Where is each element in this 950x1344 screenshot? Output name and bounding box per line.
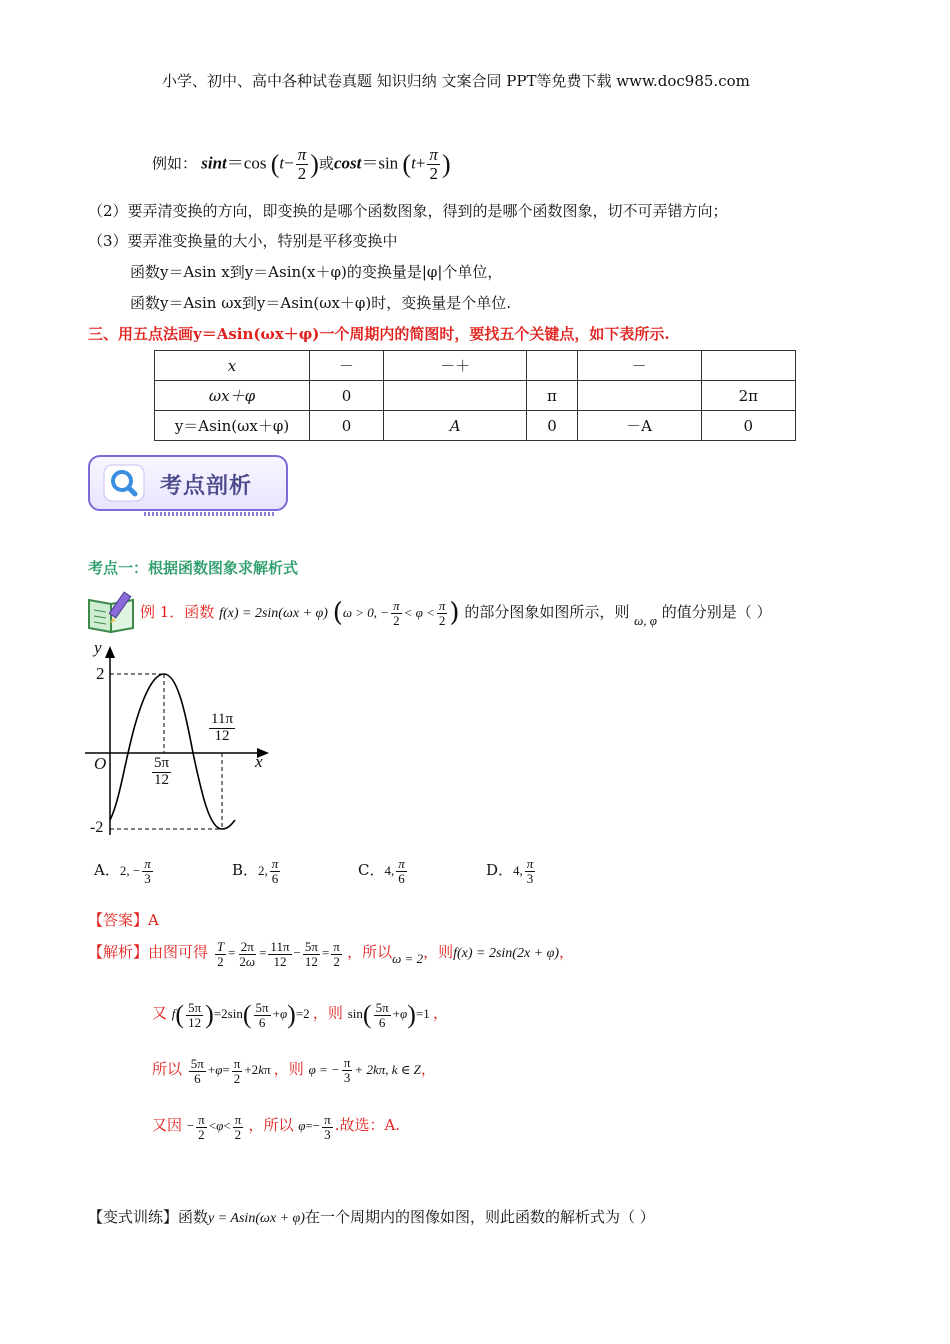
- example-formula-line: [152, 146, 451, 183]
- graph-origin-label: O: [94, 754, 107, 773]
- table-row: [155, 351, 796, 381]
- eq-cos: ＝cos: [226, 153, 267, 173]
- table-cell: [577, 381, 701, 411]
- table-cell: y＝Asin(ωx＋φ): [155, 411, 310, 441]
- magnifier-icon: [102, 463, 146, 503]
- section-3-title: 三、用五点法画y＝Asin(ωx＋φ)一个周期内的简图时，要找五个关键点，如下表所示.: [88, 325, 670, 343]
- table-cell: [527, 351, 577, 381]
- t-var-2: t: [411, 153, 416, 173]
- table-cell: A: [384, 411, 527, 441]
- table-cell: x: [155, 351, 310, 381]
- variant-line: 【变式训练】函数y = Asin(ωx + φ)在一个周期内的图像如图，则此函数的解析式为（ ）: [88, 1208, 655, 1226]
- item-2-text: （2）要弄清变换的方向，即变换的是哪个函数图象，得到的是哪个函数图象，切不可弄错方向；: [88, 202, 728, 220]
- table-cell: 2π: [701, 381, 795, 411]
- cond-paren-close: ): [449, 598, 460, 628]
- table-cell: 0: [310, 381, 384, 411]
- paren-close: ): [310, 149, 319, 179]
- example-1-line: [140, 598, 772, 629]
- pi-over-2-fraction: $\frac{\pi}{2}$: [297, 145, 307, 183]
- table-cell: －＋: [384, 351, 527, 381]
- table-cell: π: [527, 381, 577, 411]
- sin-equation: sin( $\frac{5\pi}{6}$ +φ)=1: [347, 999, 433, 1030]
- solution-line-2: 又 f( $\frac{5\pi}{12}$ )=2sin( $\frac{5\pi}{6}$ +φ)=2 ，则 sin( $\frac{5\pi}{6}$ +φ)=1 ，: [152, 999, 448, 1030]
- option-d[interactable]: D．4, $\frac{\pi}{3}$: [486, 856, 534, 886]
- table-cell: [701, 351, 795, 381]
- option-c[interactable]: C．4, $\frac{\pi}{6}$: [358, 856, 405, 886]
- phi-result: φ=− $\frac{\pi}{3}$: [298, 1112, 331, 1142]
- banner-stripe: [144, 512, 274, 516]
- item-3-line-1: 函数y＝Asin x到y＝Asin(x＋φ)的变换量是|φ|个单位，: [130, 263, 503, 281]
- example-1-function: f(x) = 2sin(ωx + φ): [219, 606, 328, 621]
- graph-trough-x-label: $\frac{11\pi}{12}$: [211, 711, 234, 744]
- example-1-condition: ω > 0, −: [342, 605, 390, 620]
- example-1-condition-lt: < φ <: [403, 605, 435, 620]
- example-1-suffix: 的部分图象如图所示，则: [464, 603, 630, 621]
- table-cell: 0: [701, 411, 795, 441]
- table-cell: 0: [527, 411, 577, 441]
- graph-y-min-label: -2: [90, 819, 104, 836]
- item-3-line-2: 函数y＝Asin ωx到y＝Asin(ωx＋φ)时，变换量是个单位.: [130, 294, 512, 312]
- example-prefix: 例如：: [152, 156, 198, 173]
- sine-graph: [85, 640, 285, 840]
- page-header: 小学、初中、高中各种试卷真题 知识归纳 文案合同 PPT等免费下载 www.doc985.com: [162, 72, 750, 90]
- example-1-tail: 的值分别是（ ）: [661, 603, 772, 621]
- minus-sign: −: [284, 153, 294, 173]
- phase-equation: $\frac{5\pi}{6}$ +φ= $\frac{\pi}{2}$ +2kπ: [190, 1056, 274, 1086]
- paren-close-2: ): [441, 149, 451, 179]
- table-cell: [384, 381, 527, 411]
- section-banner: [88, 455, 288, 517]
- plus-sign: +: [415, 153, 426, 173]
- sint-term: sint: [201, 153, 227, 173]
- paren-open-2: (: [402, 149, 412, 179]
- table-row: [155, 381, 796, 411]
- solution-line-1: 【解析】由图可得 $\frac{T}{2}$ = $\frac{2\pi}{2\omega}$ = $\frac{11\pi}{12}$ − $\frac{5\pi}{12}$ = $\frac{\pi}{2}$ ，所以ω = 2，则f(x) = 2sin(2x + φ)，: [88, 939, 575, 969]
- table-cell: －: [577, 351, 701, 381]
- five-point-table: [154, 350, 796, 441]
- phi-range: − $\frac{\pi}{2}$ <φ< $\frac{\pi}{2}$: [186, 1112, 242, 1142]
- answer-line: 【答案】A: [88, 911, 159, 929]
- table-cell: 0: [310, 411, 384, 441]
- option-a[interactable]: A．2, − $\frac{\pi}{3}$: [94, 856, 151, 886]
- cond-paren-open: (: [332, 598, 343, 628]
- solution-line-3: 所以 $\frac{5\pi}{6}$ +φ= $\frac{\pi}{2}$ +2kπ ，则 φ = − $\frac{\pi}{3}$ + 2kπ, k ∈ Z，: [152, 1055, 436, 1086]
- kaodian-1-title: 考点一：根据函数图象求解析式: [88, 559, 299, 577]
- graph-y-label: y: [94, 638, 102, 657]
- item-3-text: （3）要弄准变换量的大小，特别是平移变换中: [88, 232, 398, 250]
- sine-curve: [110, 674, 235, 829]
- t-var: t: [279, 153, 285, 173]
- pi-over-2-fraction-2: $\frac{\pi}{2}$: [429, 145, 438, 183]
- y-axis-arrow: [105, 646, 115, 658]
- table-cell: －A: [577, 411, 701, 441]
- or-word: 或: [318, 156, 334, 173]
- table-cell: －: [310, 351, 384, 381]
- table-row: [155, 411, 796, 441]
- graph-peak-x-label: $\frac{5\pi}{12}$: [154, 755, 170, 788]
- example-1-vars: ω, φ: [634, 613, 657, 628]
- pi-over-2-fraction-4: $\frac{\pi}{2}$: [438, 597, 446, 628]
- book-pencil-icon: [86, 590, 138, 634]
- cost-term: cost: [333, 153, 362, 173]
- option-b[interactable]: B．2, $\frac{\pi}{6}$: [232, 856, 279, 886]
- peak-equation: f( $\frac{5\pi}{12}$ )=2sin( $\frac{5\pi}{6}$ +φ)=2: [171, 999, 313, 1030]
- table-cell: ωx＋φ: [155, 381, 310, 411]
- solution-line-4: 又因 − $\frac{\pi}{2}$ <φ< $\frac{\pi}{2}$ ，所以 φ=− $\frac{\pi}{3}$ .故选：A.: [152, 1112, 401, 1142]
- eq-sin: ＝sin: [361, 153, 399, 173]
- graph-y-max-label: 2: [96, 664, 105, 683]
- pi-over-2-fraction-3: $\frac{\pi}{2}$: [393, 597, 400, 628]
- paren-open: (: [270, 149, 280, 179]
- banner-label: 考点剖析: [160, 474, 253, 499]
- graph-x-label: x: [255, 752, 263, 771]
- example-1-label: 例 1．函数: [140, 603, 215, 621]
- period-equation: $\frac{T}{2}$ = $\frac{2\pi}{2\omega}$ = $\frac{11\pi}{12}$ − $\frac{5\pi}{12}$ = $\frac{\pi}{2}$: [216, 939, 340, 969]
